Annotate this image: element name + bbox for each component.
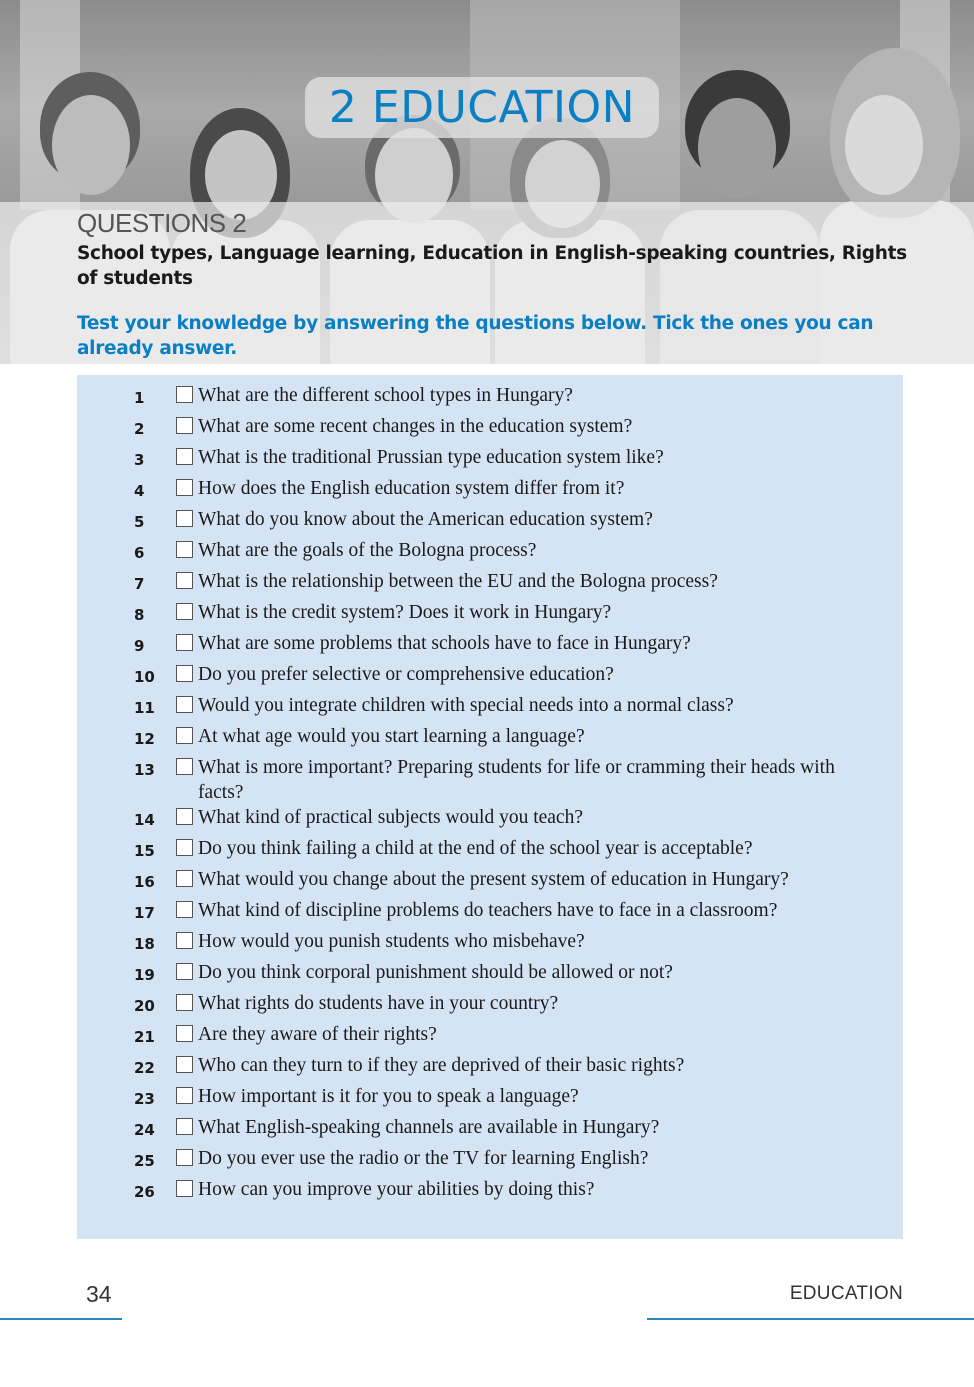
chapter-title: 2 EDUCATION <box>328 82 636 133</box>
question-checkbox[interactable] <box>176 870 193 887</box>
question-checkbox[interactable] <box>176 1118 193 1135</box>
question-checkbox[interactable] <box>176 1025 193 1042</box>
question-number: 15 <box>134 842 155 860</box>
photo-child-face <box>698 98 776 198</box>
instructions: Test your knowledge by answering the questions below. Tick the ones you can already answer. <box>77 313 874 359</box>
question-text: Who can they turn to if they are deprived of their basic rights? <box>198 1055 685 1076</box>
question-text: What are some recent changes in the education system? <box>198 416 633 437</box>
question-checkbox[interactable] <box>176 932 193 949</box>
topics-subtitle: School types, Language learning, Education in English-speaking countries, Rights of students <box>77 243 907 289</box>
question-item <box>77 960 903 991</box>
question-number: 8 <box>134 606 145 624</box>
question-item <box>77 755 903 805</box>
question-text: What is the traditional Prussian type education system like? <box>198 447 664 468</box>
question-item <box>77 1146 903 1177</box>
question-number: 4 <box>134 482 145 500</box>
question-number: 18 <box>134 935 155 953</box>
question-number: 6 <box>134 544 145 562</box>
question-text: What do you know about the American education system? <box>198 509 653 530</box>
question-item <box>77 724 903 755</box>
question-text: How important is it for you to speak a language? <box>198 1086 579 1107</box>
question-checkbox[interactable] <box>176 994 193 1011</box>
question-item <box>77 1115 903 1146</box>
question-number: 1 <box>134 389 145 407</box>
question-checkbox[interactable] <box>176 541 193 558</box>
question-item <box>77 476 903 507</box>
question-number: 24 <box>134 1121 155 1139</box>
photo-child-face <box>845 95 923 195</box>
question-item <box>77 836 903 867</box>
question-checkbox[interactable] <box>176 696 193 713</box>
question-number: 19 <box>134 966 155 984</box>
question-number: 7 <box>134 575 145 593</box>
section-title: QUESTIONS 2 <box>77 208 247 238</box>
question-item <box>77 1177 903 1208</box>
question-item <box>77 445 903 476</box>
question-item <box>77 631 903 662</box>
footer-rule-right <box>647 1318 974 1320</box>
question-checkbox[interactable] <box>176 417 193 434</box>
question-item <box>77 662 903 693</box>
question-checkbox[interactable] <box>176 839 193 856</box>
question-text: Would you integrate children with special needs into a normal class? <box>198 695 734 716</box>
question-checkbox[interactable] <box>176 665 193 682</box>
question-checkbox[interactable] <box>176 448 193 465</box>
question-number: 11 <box>134 699 155 717</box>
question-number: 26 <box>134 1183 155 1201</box>
question-text: Are they aware of their rights? <box>198 1024 437 1045</box>
question-checkbox[interactable] <box>176 1149 193 1166</box>
question-item <box>77 898 903 929</box>
question-checkbox[interactable] <box>176 758 193 775</box>
question-item <box>77 414 903 445</box>
question-checkbox[interactable] <box>176 901 193 918</box>
question-number: 9 <box>134 637 145 655</box>
question-number: 14 <box>134 811 155 829</box>
header-photo <box>0 0 974 364</box>
question-text: What is the credit system? Does it work in Hungary? <box>198 602 612 623</box>
question-item <box>77 1084 903 1115</box>
question-checkbox[interactable] <box>176 386 193 403</box>
question-checkbox[interactable] <box>176 727 193 744</box>
question-checkbox[interactable] <box>176 510 193 527</box>
question-number: 22 <box>134 1059 155 1077</box>
question-checkbox[interactable] <box>176 634 193 651</box>
running-head: EDUCATION <box>789 1283 903 1304</box>
question-item <box>77 507 903 538</box>
question-number: 3 <box>134 451 145 469</box>
question-number: 2 <box>134 420 145 438</box>
questions-list <box>77 383 903 1208</box>
question-checkbox[interactable] <box>176 1087 193 1104</box>
question-text: How would you punish students who misbehave? <box>198 931 585 952</box>
question-item <box>77 383 903 414</box>
photo-child-face <box>52 95 130 195</box>
question-checkbox[interactable] <box>176 963 193 980</box>
question-item <box>77 693 903 724</box>
question-number: 23 <box>134 1090 155 1108</box>
question-text: What would you change about the present system of education in Hungary? <box>198 869 789 890</box>
question-item <box>77 1053 903 1084</box>
question-text: What are the goals of the Bologna process? <box>198 540 537 561</box>
question-text: How can you improve your abilities by doing this? <box>198 1179 595 1200</box>
question-number: 13 <box>134 761 155 779</box>
question-text: What kind of discipline problems do teachers have to face in a classroom? <box>198 900 778 921</box>
question-text: What is the relationship between the EU and the Bologna process? <box>198 571 718 592</box>
question-item <box>77 600 903 631</box>
question-number: 17 <box>134 904 155 922</box>
question-checkbox[interactable] <box>176 1056 193 1073</box>
question-checkbox[interactable] <box>176 808 193 825</box>
question-number: 10 <box>134 668 155 686</box>
question-checkbox[interactable] <box>176 479 193 496</box>
question-text: What are the different school types in Hungary? <box>198 385 573 406</box>
question-number: 25 <box>134 1152 155 1170</box>
question-item <box>77 805 903 836</box>
question-number: 20 <box>134 997 155 1015</box>
question-item <box>77 929 903 960</box>
question-item <box>77 569 903 600</box>
question-text: What English-speaking channels are available in Hungary? <box>198 1117 660 1138</box>
question-checkbox[interactable] <box>176 603 193 620</box>
question-text: What kind of practical subjects would you teach? <box>198 807 583 828</box>
question-text: Do you prefer selective or comprehensive education? <box>198 664 614 685</box>
question-text: Do you think corporal punishment should be allowed or not? <box>198 962 673 983</box>
question-item <box>77 1022 903 1053</box>
chapter-title-pill <box>305 77 659 138</box>
question-number: 5 <box>134 513 145 531</box>
question-text: What rights do students have in your country? <box>198 993 559 1014</box>
questions-box <box>77 375 903 1239</box>
question-text: Do you think failing a child at the end of the school year is acceptable? <box>198 838 753 859</box>
question-text: Do you ever use the radio or the TV for learning English? <box>198 1148 649 1169</box>
question-text: At what age would you start learning a language? <box>198 726 585 747</box>
question-number: 21 <box>134 1028 155 1046</box>
question-text: How does the English education system differ from it? <box>198 478 625 499</box>
question-checkbox[interactable] <box>176 572 193 589</box>
question-item <box>77 538 903 569</box>
question-number: 16 <box>134 873 155 891</box>
question-item <box>77 867 903 898</box>
question-text: What is more important? Preparing students for life or cramming their heads with facts? <box>198 757 835 803</box>
question-text: What are some problems that schools have to face in Hungary? <box>198 633 691 654</box>
question-item <box>77 991 903 1022</box>
question-number: 12 <box>134 730 155 748</box>
footer-rule-left <box>0 1318 122 1320</box>
page-number: 34 <box>86 1281 112 1307</box>
question-checkbox[interactable] <box>176 1180 193 1197</box>
